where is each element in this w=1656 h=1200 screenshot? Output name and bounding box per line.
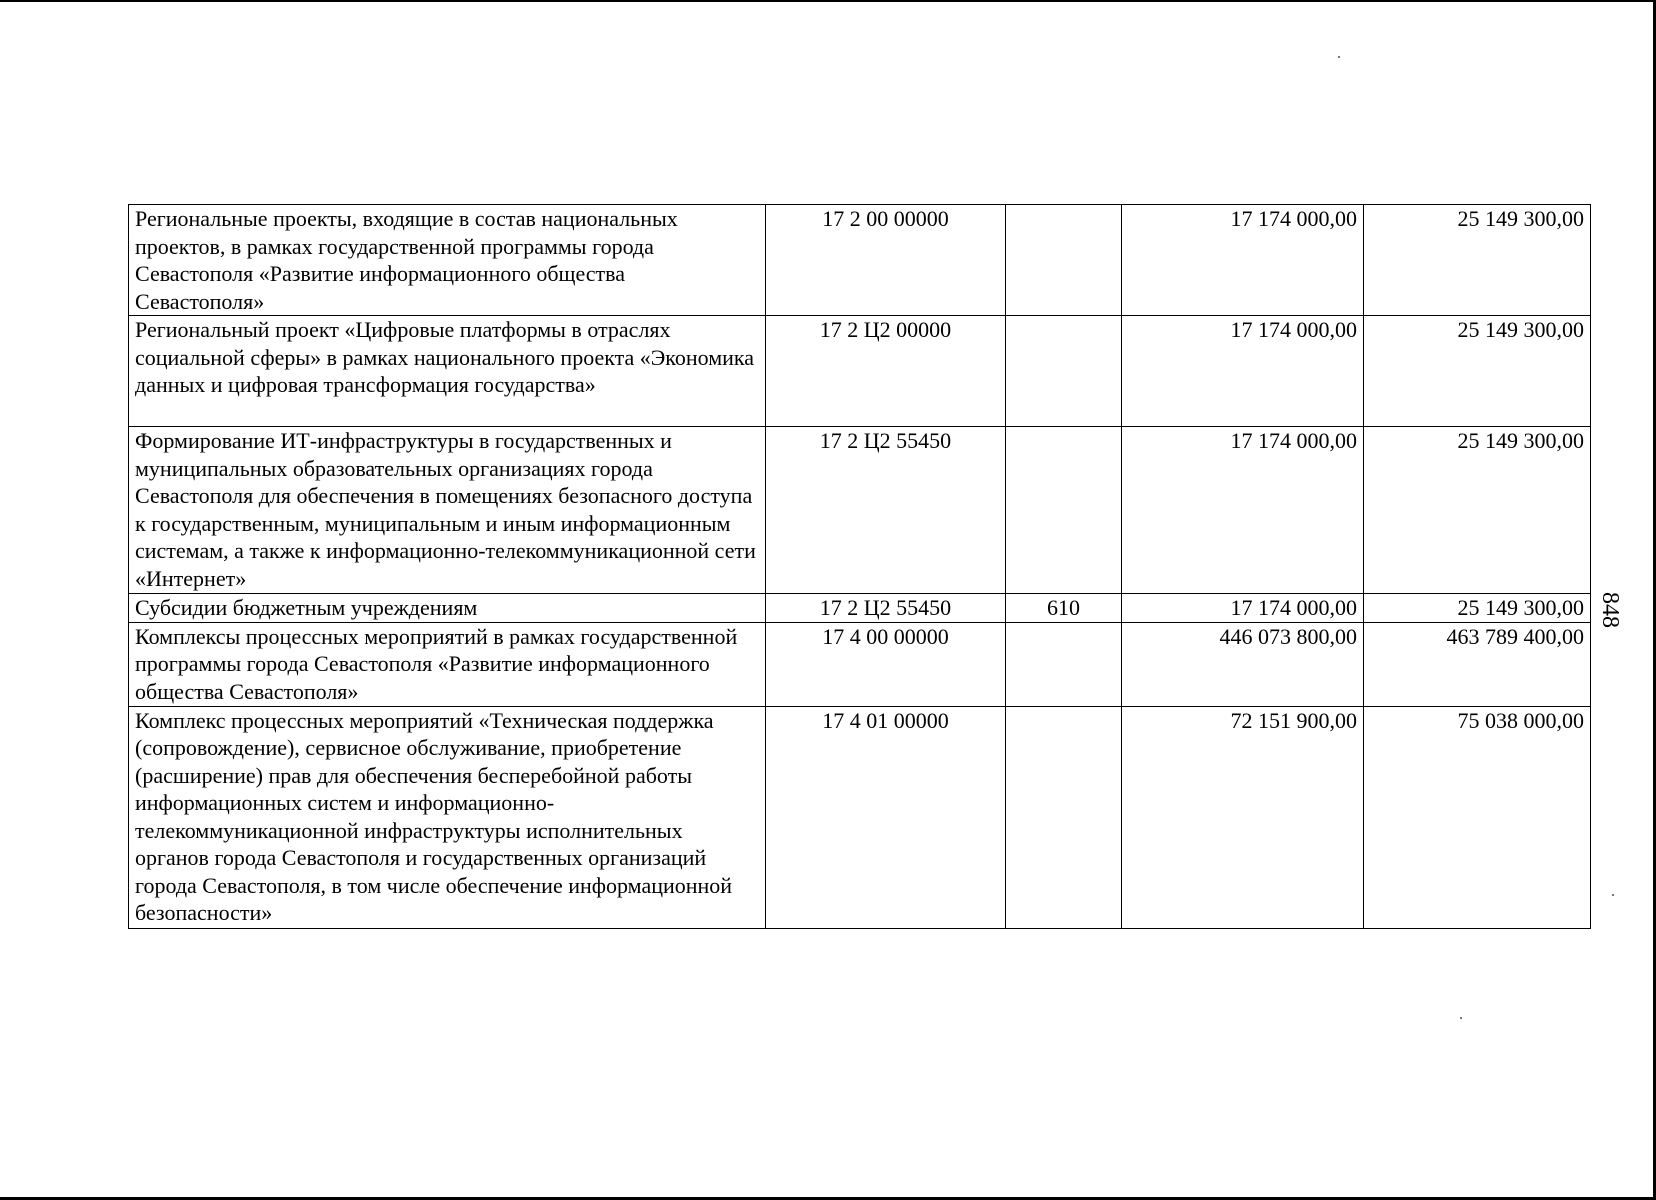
row-name-cell: Региональный проект «Цифровые платформы в отраслях социальной сферы» в рамках национального проекта «Экономика данных и цифровая трансформация государства» <box>129 316 766 427</box>
row-name-cell: Комплексы процессных мероприятий в рамках государственной программы города Севастополя «Развитие информационного общества Севастополя» <box>129 622 766 706</box>
scan-speck <box>1338 56 1340 58</box>
row-sum1-cell: 17 174 000,00 <box>1122 427 1364 594</box>
row-sum1-cell: 72 151 900,00 <box>1122 706 1364 928</box>
scan-speck <box>1612 894 1614 896</box>
row-type-cell <box>1006 205 1122 316</box>
scan-edge-top <box>0 0 1656 2</box>
row-type-cell <box>1006 622 1122 706</box>
row-type-cell <box>1006 706 1122 928</box>
row-sum1-cell: 446 073 800,00 <box>1122 622 1364 706</box>
scan-speck <box>1460 1017 1462 1019</box>
row-sum2-cell: 75 038 000,00 <box>1364 706 1591 928</box>
row-name-cell: Формирование ИТ-инфраструктуры в государственных и муниципальных образовательных организациях города Севастополя для обеспечения в помещениях безопасного доступа к государственным, муниципальным и иным информационным системам, а также к информационно-телекоммуникационной сети «Интернет» <box>129 427 766 594</box>
row-code-cell: 17 2 Ц2 00000 <box>766 316 1006 427</box>
row-sum1-cell: 17 174 000,00 <box>1122 594 1364 623</box>
row-name-cell: Комплекс процессных мероприятий «Техническая поддержка (сопровождение), сервисное обслуживание, приобретение (расширение) прав для обеспечения бесперебойной работы информационных систем и информационно-телекоммуникационной инфраструктуры исполнительных органов города Севастополя и государственных организаций города Севастополя, в том числе обеспечение информационной безопасности» <box>129 706 766 928</box>
table-row <box>129 706 1591 928</box>
row-type-cell <box>1006 427 1122 594</box>
row-name-cell: Субсидии бюджетным учреждениям <box>129 594 766 623</box>
row-sum2-cell: 25 149 300,00 <box>1364 594 1591 623</box>
row-code-cell: 17 2 Ц2 55450 <box>766 427 1006 594</box>
row-code-cell: 17 2 00 00000 <box>766 205 1006 316</box>
budget-table <box>128 204 1591 929</box>
row-sum1-cell: 17 174 000,00 <box>1122 316 1364 427</box>
row-type-cell <box>1006 316 1122 427</box>
table-row <box>129 594 1591 623</box>
row-sum2-cell: 25 149 300,00 <box>1364 316 1591 427</box>
row-name-cell: Региональные проекты, входящие в состав национальных проектов, в рамках государственной программы города Севастополя «Развитие информационного общества Севастополя» <box>129 205 766 316</box>
page-number: 848 <box>1597 592 1623 628</box>
row-code-cell: 17 2 Ц2 55450 <box>766 594 1006 623</box>
table-row <box>129 316 1591 427</box>
row-type-cell: 610 <box>1006 594 1122 623</box>
row-sum2-cell: 25 149 300,00 <box>1364 427 1591 594</box>
row-code-cell: 17 4 00 00000 <box>766 622 1006 706</box>
row-sum2-cell: 463 789 400,00 <box>1364 622 1591 706</box>
row-code-cell: 17 4 01 00000 <box>766 706 1006 928</box>
row-sum1-cell: 17 174 000,00 <box>1122 205 1364 316</box>
table-row <box>129 622 1591 706</box>
table-row <box>129 205 1591 316</box>
row-sum2-cell: 25 149 300,00 <box>1364 205 1591 316</box>
table-row <box>129 427 1591 594</box>
